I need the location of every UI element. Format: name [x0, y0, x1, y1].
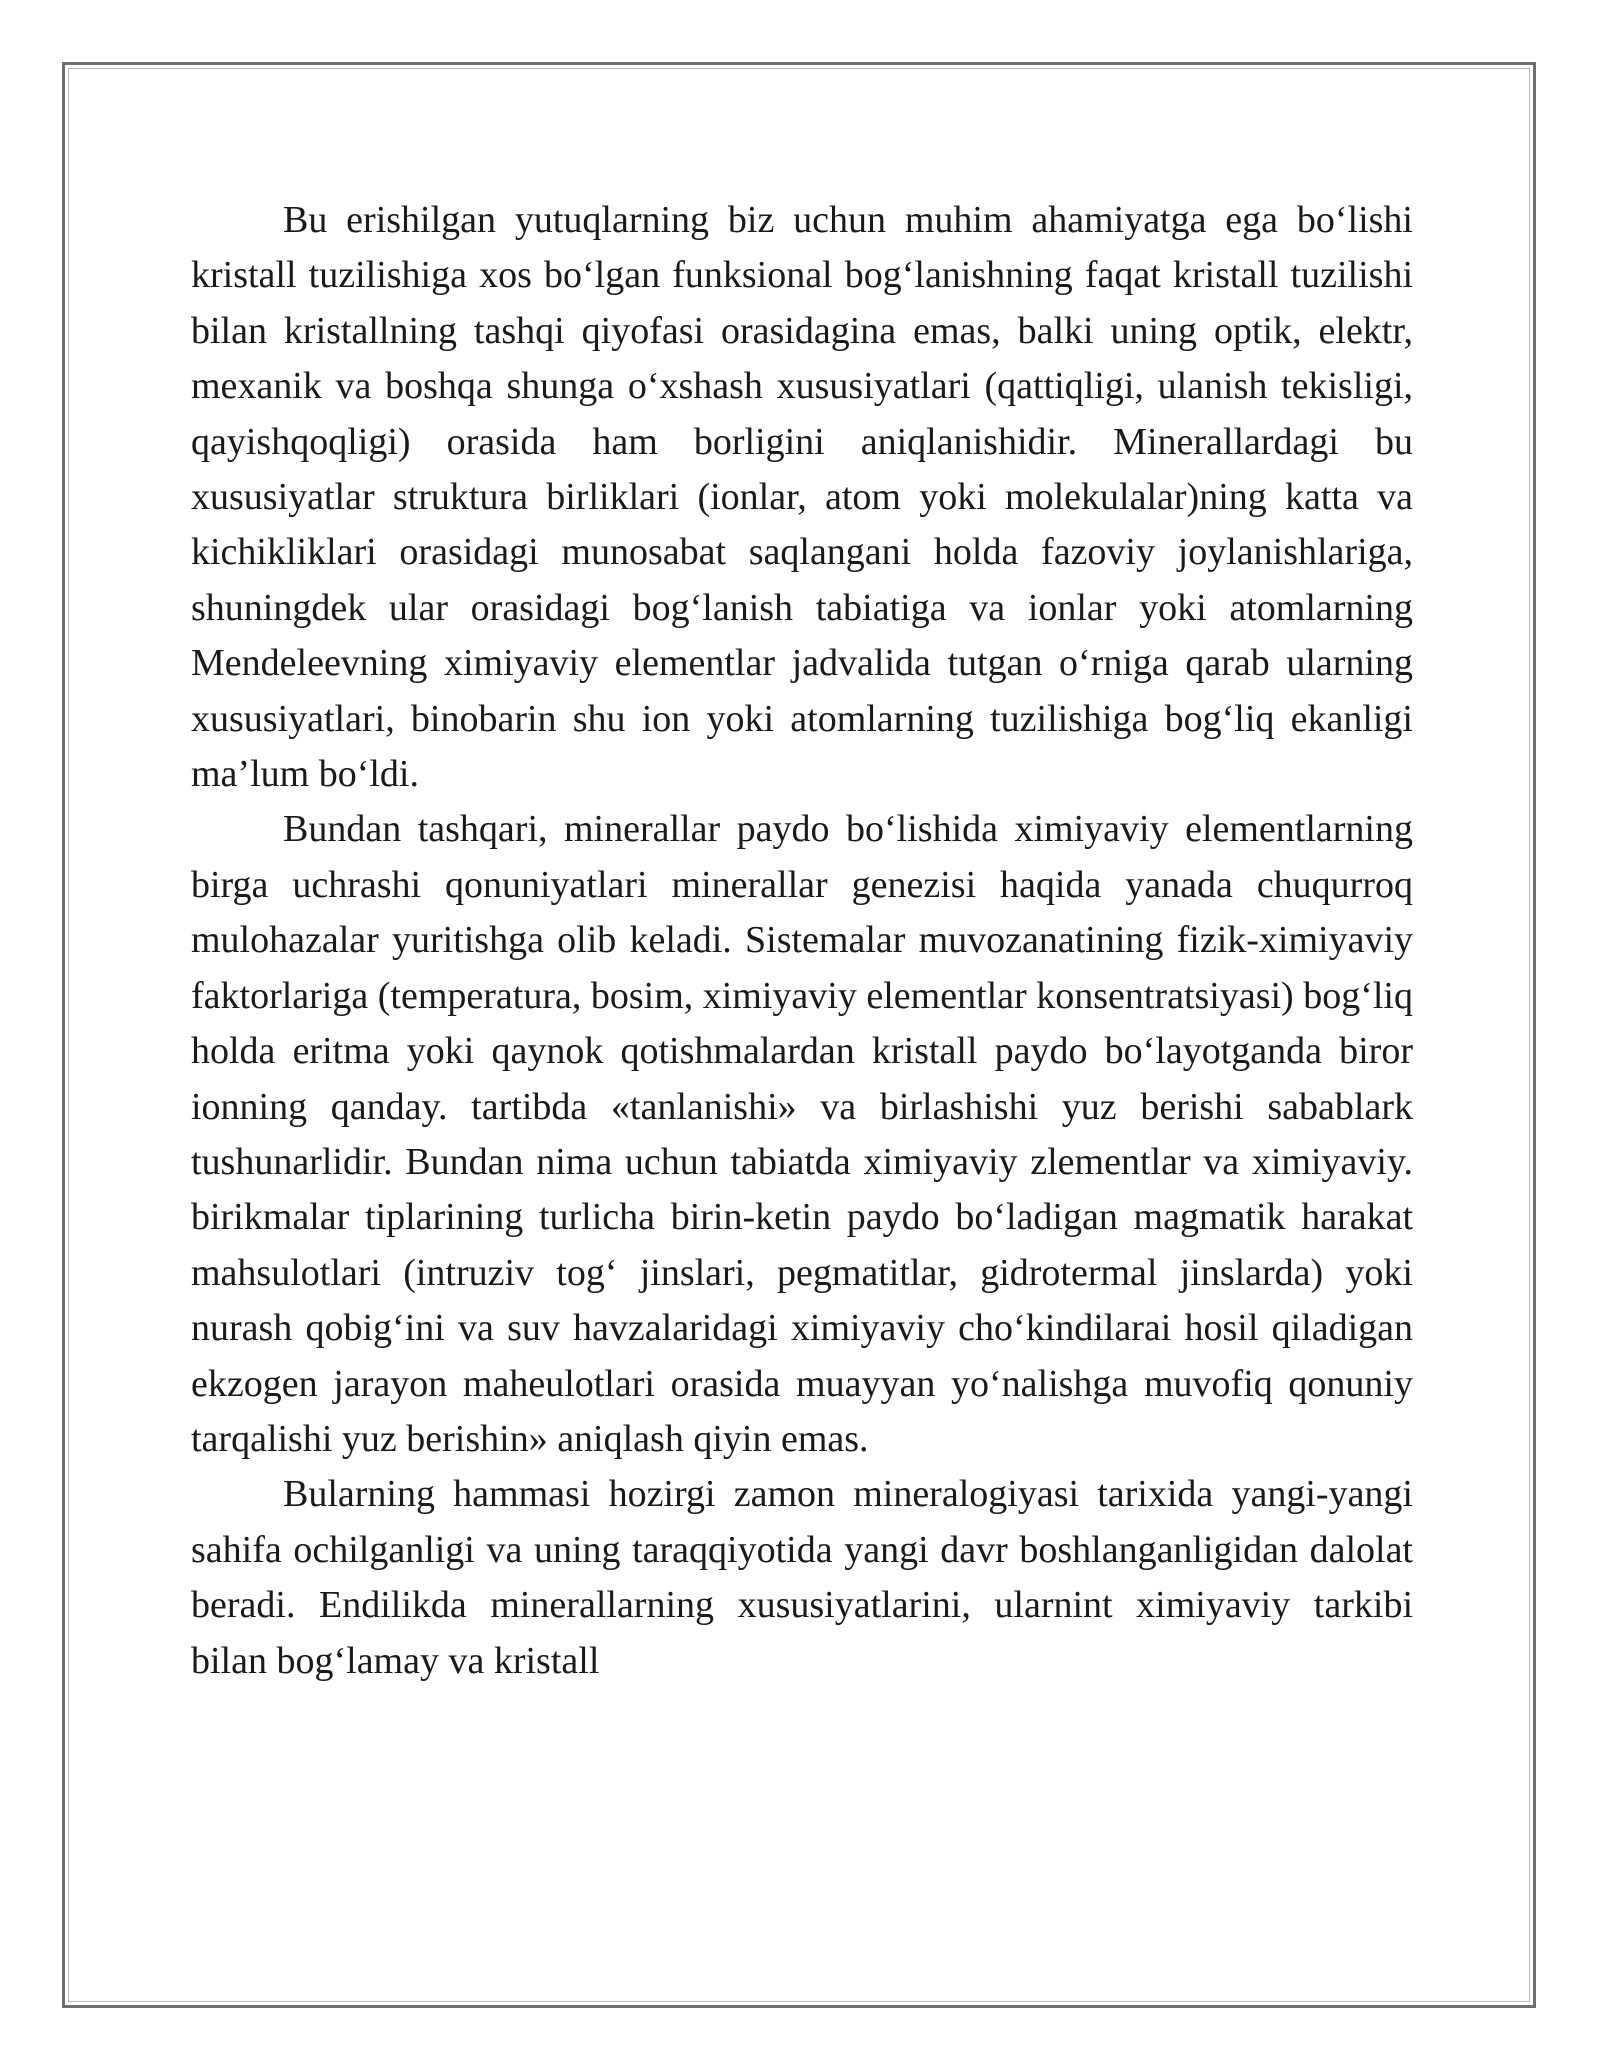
page-frame: [62, 62, 1536, 2008]
paragraph-3: Bularning hammasi hozirgi zamon mineralogiyasi tarixida yangi-yangi sahifa ochilganligi va uning taraqqiyotida yangi davr boshlanganligidan dalolat beradi. Endilikda minerallarning xususiyatlarini, ularnint ximiyaviy tarkibi bilan bog‘lamay va kristall: [191, 1473, 1413, 1682]
paragraph-1: Bu erishilgan yutuqlarning biz uchun muhim ahamiyatga ega bo‘lishi kristall tuzilishiga xos bo‘lgan funksional bog‘lanishning faqat kristall tuzilishi bilan kristallning tashqi qiyofasi orasidagina emas, balki uning optik, elektr, mexanik va boshqa shunga o‘xshash xususiyatlari (qattiqligi, ulanish tekisligi, qayishqoqligi) orasida ham borligini aniqlanishidir. Minerallardagi bu xususiyatlar struktura birliklari (ionlar, atom yoki molekulalar)ning katta va kichikliklari orasidagi munosabat saqlangani holda fazoviy joylanishlariga, shuningdek ular orasidagi bog‘lanish tabiatiga va ionlar yoki atomlarning Mendeleevning ximiyaviy elementlar jadvalida tutgan o‘rniga qarab ularning xususiyatlari, binobarin shu ion yoki atomlarning tuzilishiga bog‘liq ekanligi ma’lum bo‘ldi.: [191, 199, 1413, 796]
paragraph-2: Bundan tashqari, minerallar paydo bo‘lishida ximiyaviy elementlarning birga uchrashi qonuniyatlari minerallar genezisi haqida yanada chuqurroq mulohazalar yuritishga olib keladi. Sistemalar muvozanatining fizik-ximiyaviy faktorlariga (temperatura, bosim, ximiyaviy elementlar konsentratsiyasi) bog‘liq holda eritma yoki qaynok qotishmalardan kristall paydo bo‘layotganda biror ionning qanday. tartibda «tanlanishi» va birlashishi yuz berishi sabablark tushunarlidir. Bundan nima uchun tabiatda ximiyaviy zlementlar va ximiyaviy. birikmalar tiplarining turlicha birin-ketin paydo bo‘ladigan magmatik harakat mahsulotlari (intruziv tog‘ jinslari, pegmatitlar, gidrotermal jinslarda) yoki nurash qobig‘ini va suv havzalaridagi ximiyaviy cho‘kindilarai hosil qiladigan ekzogen jarayon maheulotlari orasida muayyan yo‘nalishga muvofiq qonuniy tarqalishi yuz berishin» aniqlash qiyin emas.: [191, 808, 1413, 1460]
text-body: [191, 193, 1413, 1689]
